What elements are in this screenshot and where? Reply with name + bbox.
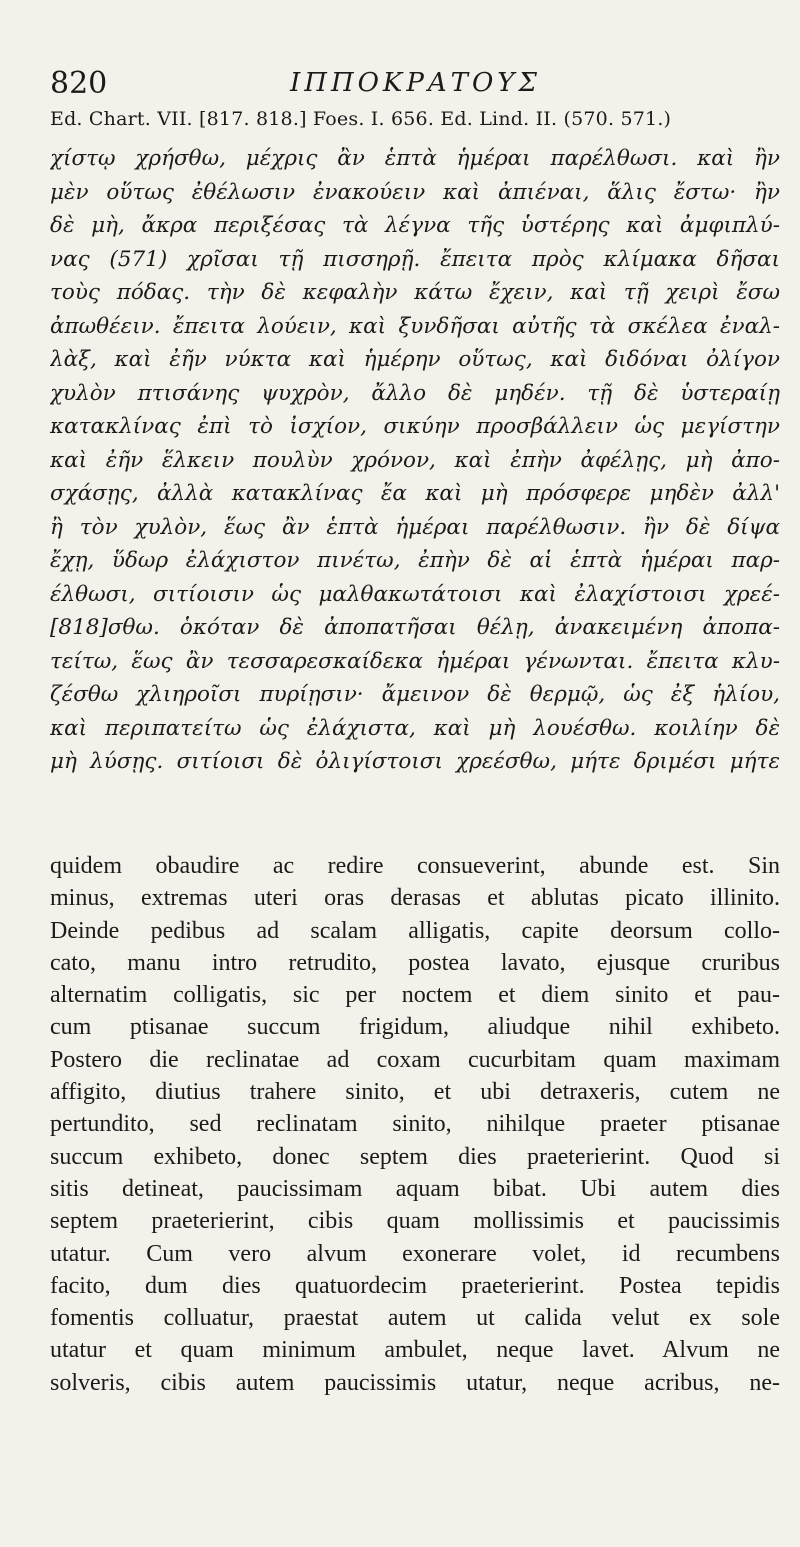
greek-line: ἢ τὸν χυλὸν, ἕως ἂν ἑπτὰ ἡμέραι παρέλθωσιν. ἢν δὲ δίψα: [50, 514, 780, 540]
greek-line: μὴ λύσῃς. σιτίοισι δὲ ὀλιγίστοισι χρεέσθω, μήτε δριμέσι μήτε: [50, 749, 780, 774]
greek-line: ἔχῃ, ὕδωρ ἐλάχιστον πινέτω, ἐπὴν δὲ αἱ ἑπτὰ ἡμέραι παρ-: [50, 548, 780, 573]
greek-text-block: [50, 142, 780, 779]
latin-line: minus, extremas uteri oras derasas et ablutas picato illinito.: [50, 885, 780, 912]
latin-line: affigito, diutius trahere sinito, et ubi detraxeris, cutem ne: [50, 1079, 780, 1106]
greek-line: τείτω, ἕως ἂν τεσσαρεσκαίδεκα ἡμέραι γένωνται. ἔπειτα κλυ-: [50, 648, 780, 674]
latin-line: pertundito, sed reclinatam sinito, nihilque praeter ptisanae: [50, 1111, 780, 1138]
greek-line: μὲν οὕτως ἐθέλωσιν ἐνακούειν καὶ ἀπιέναι, ἅλις ἔστω· ἢν: [50, 179, 780, 205]
latin-line: sitis detineat, paucissimam aquam bibat. Ubi autem dies: [50, 1175, 780, 1202]
page-number: 820: [50, 66, 108, 101]
latin-line: quidem obaudire ac redire consueverint, abunde est. Sin: [50, 853, 780, 879]
greek-line: καὶ ἐῆν ἕλκειν πουλὺν χρόνον, καὶ ἐπὴν ἀφέλῃς, μὴ ἀπο-: [50, 447, 780, 473]
edition-reference-line: Ed. Chart. VII. [817. 818.] Foes. I. 656. Ed. Lind. II. (570. 571.): [50, 108, 672, 130]
latin-line: fomentis colluatur, praestat autem ut calida velut ex sole: [50, 1305, 780, 1332]
greek-line: σχάσῃς, ἀλλὰ κατακλίνας ἔα καὶ μὴ πρόσφερε μηδὲν ἀλλ': [50, 481, 780, 506]
greek-line: χυλὸν πτισάνης ψυχρὸν, ἄλλο δὲ μηδέν. τῇ δὲ ὑστεραίῃ: [50, 380, 780, 406]
latin-line: cato, manu intro retrudito, postea lavato, ejusque cruribus: [50, 949, 780, 976]
greek-line: ζέσθω χλιηροῖσι πυρίῃσιν· ἄμεινον δὲ θερμῷ, ὡς ἐξ ἡλίου,: [50, 682, 780, 707]
greek-line: νας (571) χρῖσαι τῇ πισσηρῇ. ἔπειτα πρὸς κλίμακα δῆσαι: [50, 246, 780, 272]
greek-line: δὲ μὴ, ἄκρα περιξέσας τὰ λέγνα τῆς ὑστέρης καὶ ἀμφιπλύ-: [50, 213, 780, 238]
latin-line: alternatim colligatis, sic per noctem et diem sinito et pau-: [50, 982, 780, 1009]
latin-line: cum ptisanae succum frigidum, aliudque nihil exhibeto.: [50, 1014, 780, 1041]
greek-line: κατακλίνας ἐπὶ τὸ ἰσχίον, σικύην προσβάλλειν ὡς μεγίστην: [50, 414, 780, 439]
greek-line: [818]σθω. ὁκόταν δὲ ἀποπατῆσαι θέλῃ, ἀνακειμένη ἀποπα-: [50, 615, 780, 640]
greek-line: ἀπωθέειν. ἔπειτα λούειν, καὶ ξυνδῆσαι αὐτῆς τὰ σκέλεα ἐναλ-: [50, 313, 780, 339]
latin-translation-block: [50, 850, 780, 1399]
greek-line: χίστῳ χρήσθω, μέχρις ἂν ἑπτὰ ἡμέραι παρέλθωσι. καὶ ἢν: [50, 146, 780, 171]
latin-line: septem praeterierint, cibis quam mollissimis et paucissimis: [50, 1208, 780, 1235]
running-title: ΙΠΠΟΚΡΑΤΟΥΣ: [290, 68, 541, 98]
latin-line: utatur. Cum vero alvum exonerare volet, id recumbens: [50, 1240, 780, 1267]
latin-line: Postero die reclinatae ad coxam cucurbitam quam maximam: [50, 1046, 780, 1073]
greek-line: καὶ περιπατείτω ὡς ἐλάχιστα, καὶ μὴ λουέσθω. κοιλίην δὲ: [50, 715, 780, 741]
greek-line: έλθωσι, σιτίοισιν ὡς μαλθακωτάτοισι καὶ ἐλαχίστοισι χρεέ-: [50, 581, 780, 607]
greek-line: λὰξ, καὶ ἐῆν νύκτα καὶ ἡμέρην οὕτως, καὶ διδόναι ὀλίγον: [50, 347, 780, 372]
running-head: [50, 60, 772, 100]
latin-line: solveris, cibis autem paucissimis utatur, neque acribus, ne-: [50, 1369, 780, 1396]
latin-line: Deinde pedibus ad scalam alligatis, capite deorsum collo-: [50, 917, 780, 944]
greek-line: τοὺς πόδας. τὴν δὲ κεφαλὴν κάτω ἔχειν, καὶ τῇ χειρὶ ἔσω: [50, 280, 780, 305]
latin-line: facito, dum dies quatuordecim praeterierint. Postea tepidis: [50, 1272, 780, 1299]
latin-line: succum exhibeto, donec septem dies praeterierint. Quod si: [50, 1143, 780, 1170]
latin-line: utatur et quam minimum ambulet, neque lavet. Alvum ne: [50, 1337, 780, 1364]
